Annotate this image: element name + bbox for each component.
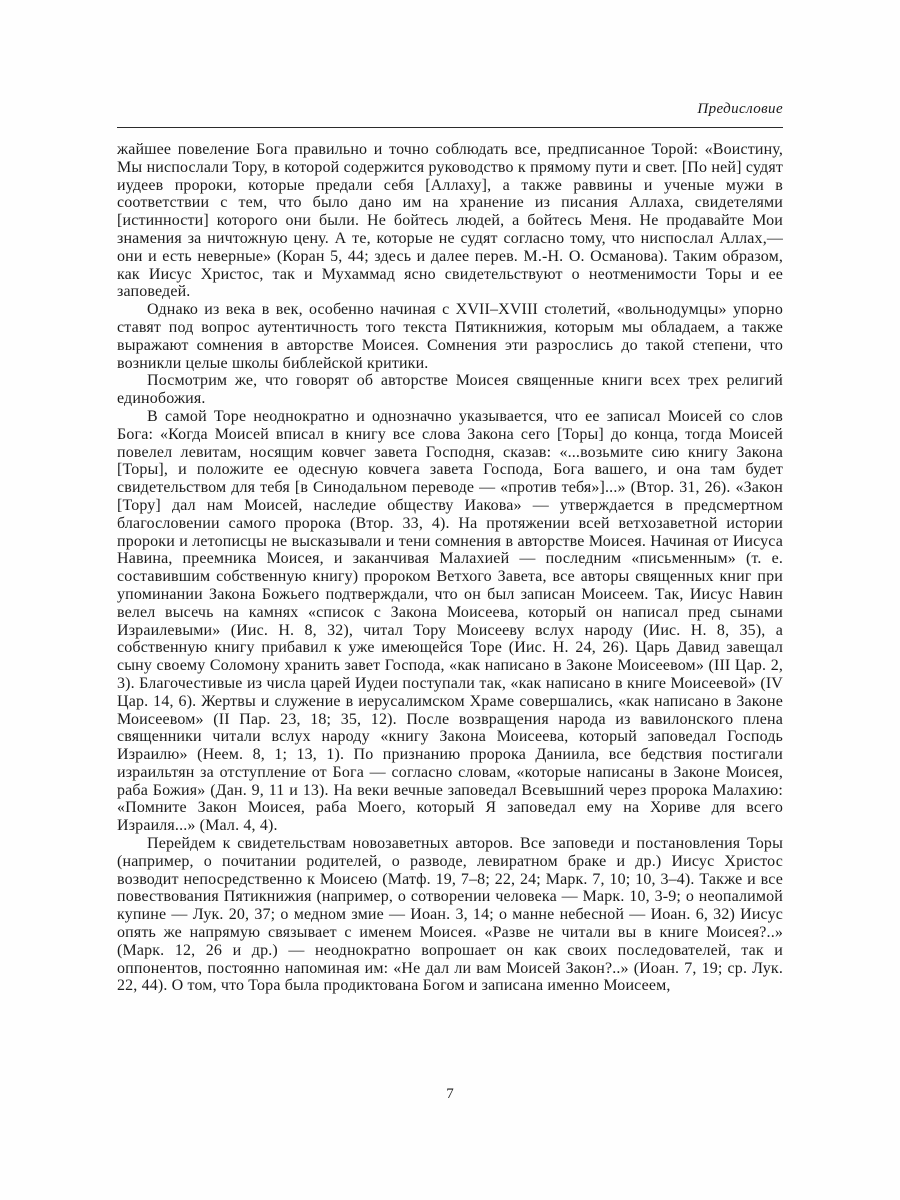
page-number: 7 (446, 1086, 454, 1102)
paragraph: Перейдем к свидетельствам новозаветных авторов. Все заповеди и постановления Торы (например, о почитании родителей, о разводе, левиратном браке и др.) Иисус Христос возводит непосредственно к Моисею (Матф. 19, 7–8; 22, 24; Марк. 7, 10; 10, 3–4). Также и все повествования Пятикнижия (например, о сотворении человека — Марк. 10, 3-9; о неопалимой купине — Лук. 20, 37; о медном змие — Иоан. 3, 14; о манне небесной — Иоан. 6, 32) Иисус опять же напрямую связывает с именем Моисея. «Разве не читали вы в книге Моисея?..» (Марк. 12, 26 и др.) — неоднократно вопрошает он как своих последователей, так и оппонентов, постоянно напоминая им: «Не дал ли вам Моисей Закон?..» (Иоан. 7, 19; ср. Лук. 22, 44). О том, что Тора была продиктована Богом и записана именно Моисеем, (117, 835, 783, 995)
paragraph-continuation: жайшее повеление Бога правильно и точно соблюдать все, предписанное Торой: «Воистину, Мы ниспослали Тору, в которой содержится руководство к прямому пути и свет. [По ней] судят иудеев пророки, которые предали себя [Аллаху], а также раввины и ученые мужи в соответствии с тем, что было дано им на хранение из писания Аллаха, свидетелями [истинности] которого они были. Не бойтесь людей, а бойтесь Меня. Не продавайте Мои знамения за ничтожную цену. А те, которые не судят согласно тому, что ниспослал Аллах,— они и есть неверные» (Коран 5, 44; здесь и далее перев. М.-Н. О. Османова). Таким образом, как Иисус Христос, так и Мухаммад ясно свидетельствуют о неотменимости Торы и ее заповедей. (117, 141, 783, 301)
running-head: Предисловие (697, 101, 783, 117)
page-body (117, 141, 783, 995)
paragraph: Посмотрим же, что говорят об авторстве Моисея священные книги всех трех религий единобожия. (117, 372, 783, 408)
paragraph: Однако из века в век, особенно начиная с XVII–XVIII столетий, «вольнодумцы» упорно ставят под вопрос аутентичность того текста Пятикнижия, которым мы обладаем, а также выражают сомнения в авторстве Моисея. Сомнения эти разрослись до такой степени, что возникли целые школы библейской критики. (117, 301, 783, 372)
header-rule (117, 127, 783, 128)
paragraph: В самой Торе неоднократно и однозначно указывается, что ее записал Моисей со слов Бога: «Когда Моисей вписал в книгу все слова Закона сего [Торы] до конца, тогда Моисей повелел левитам, носящим ковчег завета Господня, сказав: «...возьмите сию книгу Закона [Торы], и положите ее одесную ковчега завета Господа, Бога вашего, и она там будет свидетельством для тебя [в Синодальном переводе — «против тебя»]...» (Втор. 31, 26). «Закон [Тору] дал нам Моисей, наследие обществу Иакова» — утверждается в предсмертном благословении самого пророка (Втор. 33, 4). На протяжении всей ветхозаветной истории пророки и летописцы не высказывали и тени сомнения в авторстве Моисея. Начиная от Иисуса Навина, преемника Моисея, и заканчивая Малахией — последним «письменным» (т. е. составившим собственную книгу) пророком Ветхого Завета, все авторы священных книг при упоминании Закона Божьего подтверждали, что он был записан Моисеем. Так, Иисус Навин велел высечь на камнях «список с Закона Моисеева, который он написал пред сынами Израилевыми» (Иис. Н. 8, 32), читал Тору Моисееву вслух народу (Иис. Н. 8, 35), а собственную книгу прибавил к уже имеющейся Торе (Иис. Н. 24, 26). Царь Давид завещал сыну своему Соломону хранить завет Господа, «как написано в Законе Моисеевом» (III Цар. 2, 3). Благочестивые из числа царей Иудеи поступали так, «как написано в книге Моисеевой» (IV Цар. 14, 6). Жертвы и служение в иерусалимском Храме совершались, «как написано в Законе Моисеевом» (II Пар. 23, 18; 35, 12). После возвращения народа из вавилонского плена священники читали вслух народу «книгу Закона Моисеева, который заповедал Господь Израилю» (Неем. 8, 1; 13, 1). По признанию пророка Даниила, все бедствия постигали израильтян за отступление от Бога — согласно словам, «которые написаны в Законе Моисея, раба Божия» (Дан. 9, 11 и 13). На веки вечные заповедал Всевышний через пророка Малахию: «Помните Закон Моисея, раба Моего, который Я заповедал ему на Хориве для всего Израиля...» (Мал. 4, 4). (117, 407, 783, 835)
